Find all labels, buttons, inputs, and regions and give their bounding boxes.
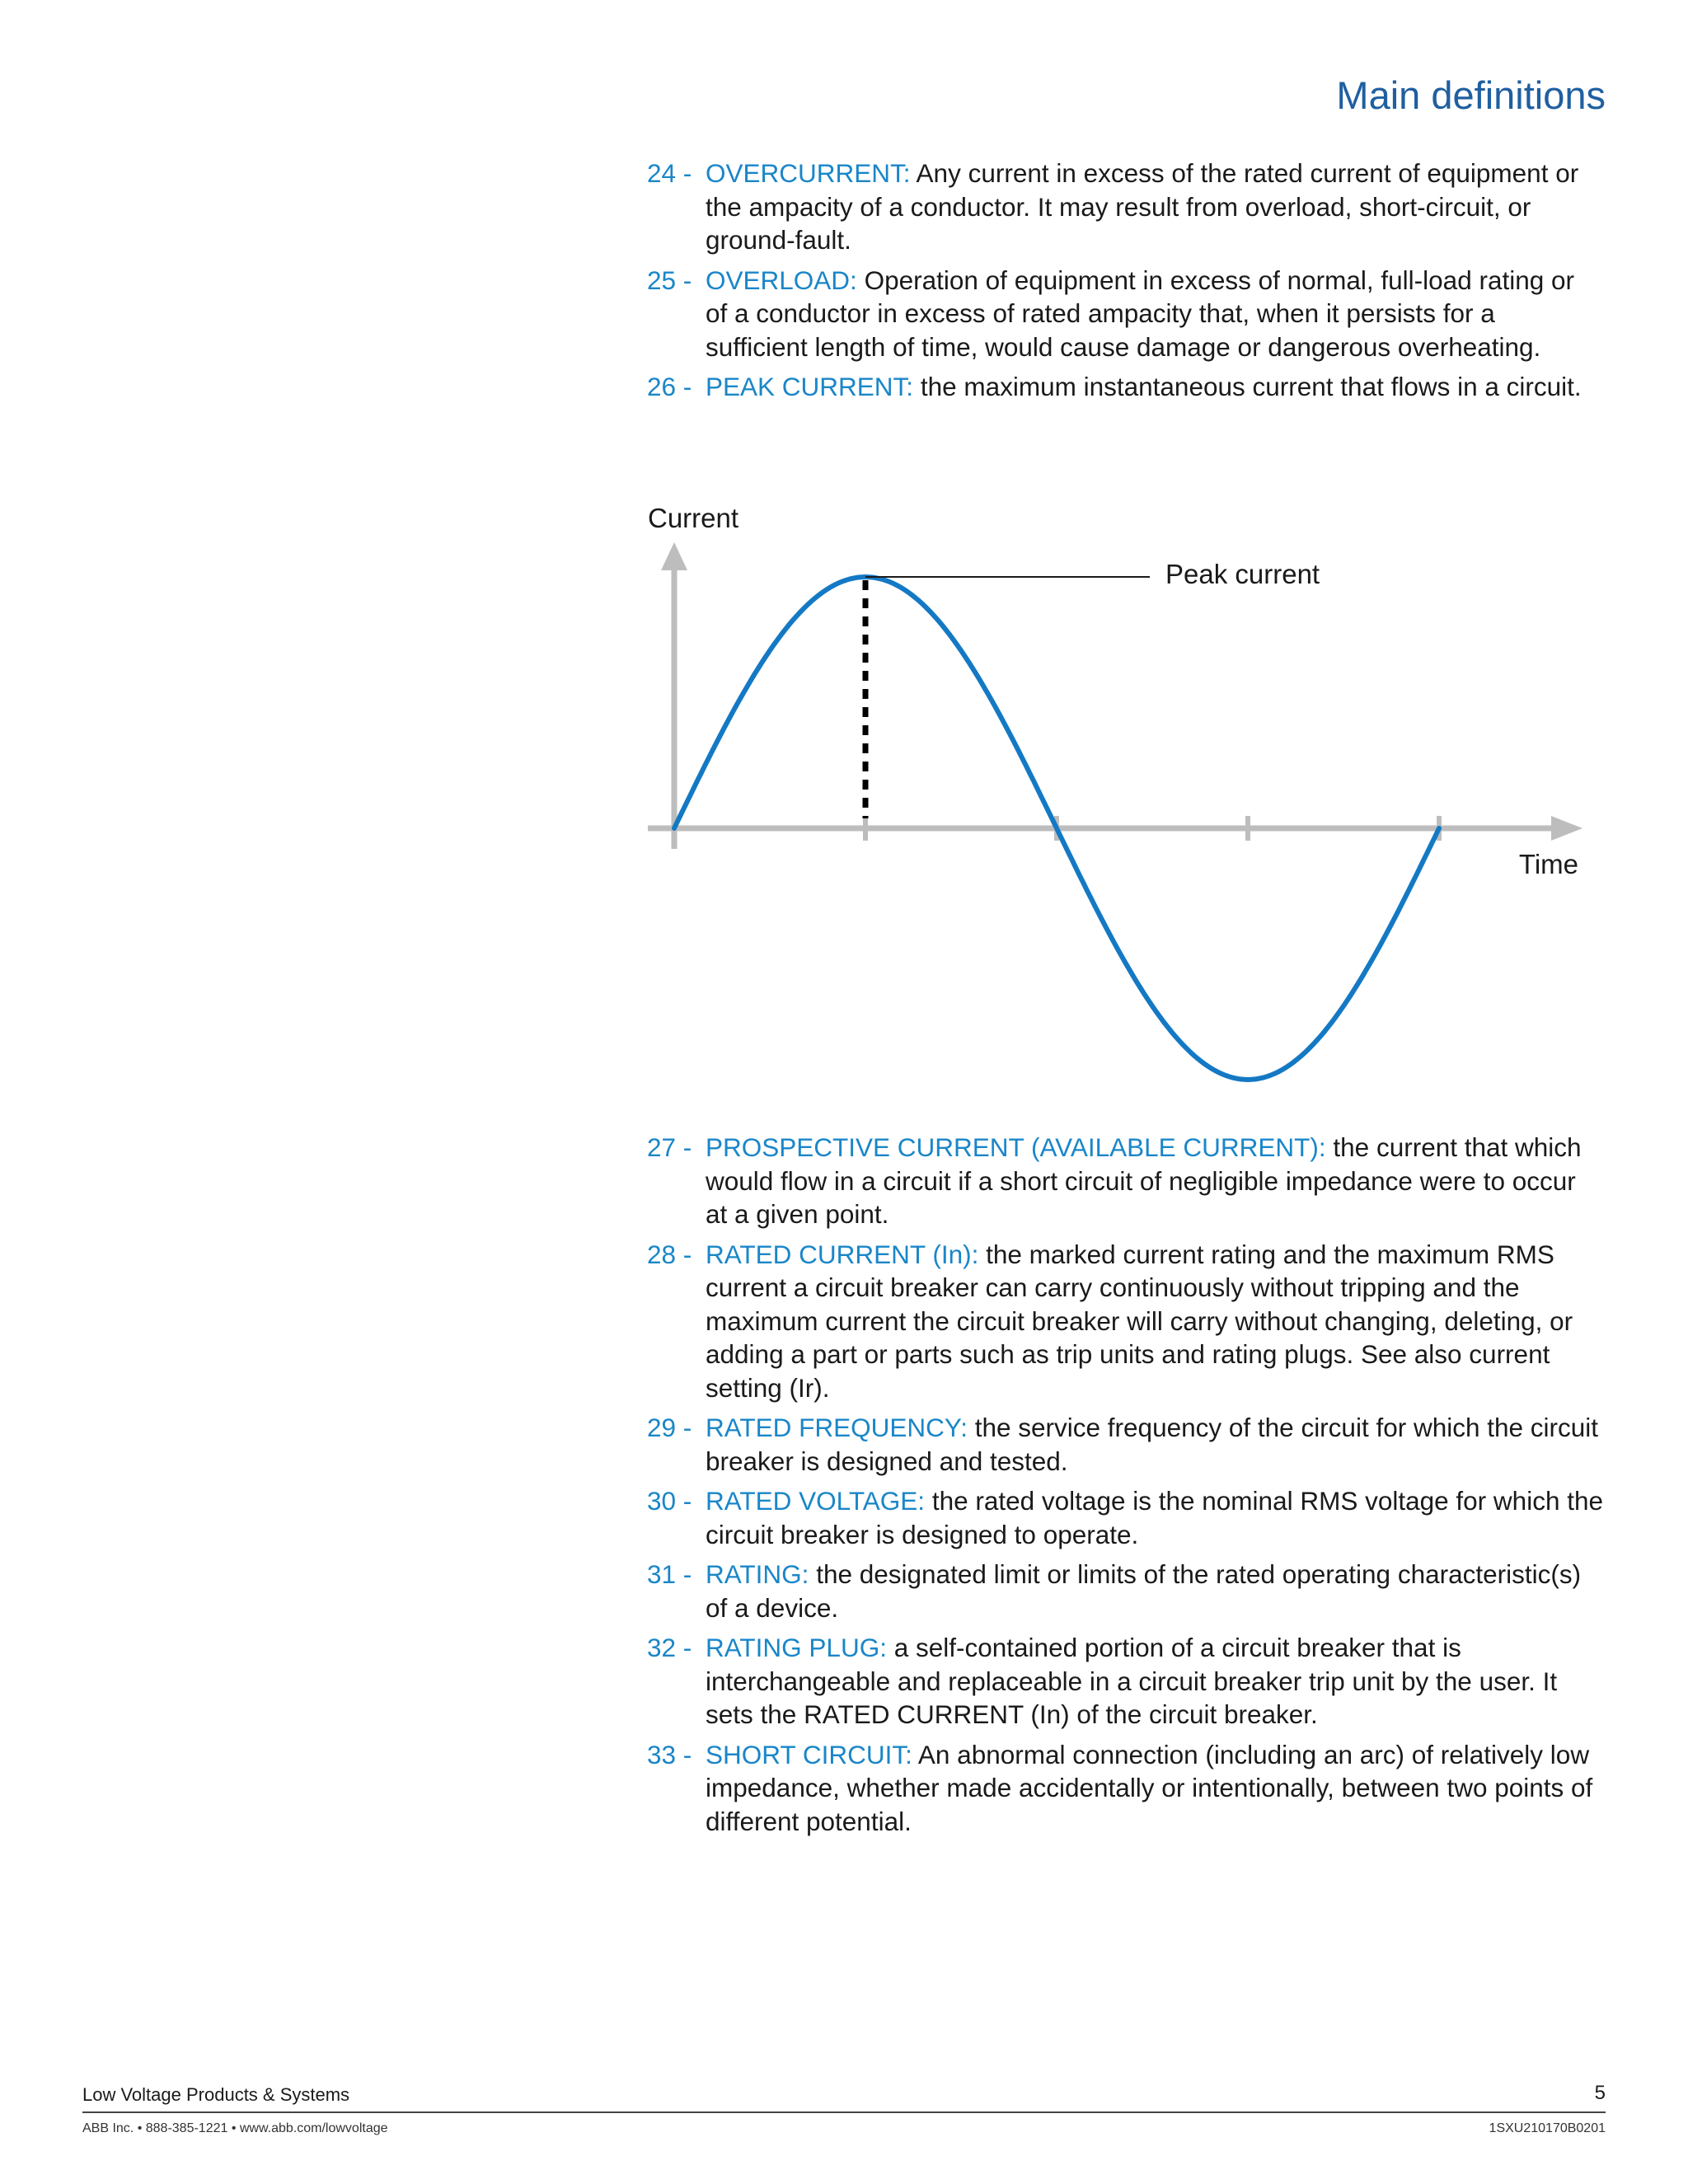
definition-text: the service frequency of the circuit for which the circuit breaker is designed and tested. — [706, 1413, 1599, 1476]
definition-number: 27 - — [647, 1132, 692, 1162]
definition-term: SHORT CIRCUIT: — [706, 1739, 912, 1769]
definition-text: a self-contained portion of a circuit breaker that is interchangeable and replaceable in a circuit breaker trip unit by the user. It sets the RATED CURRENT (In) of the circuit breaker. — [706, 1633, 1558, 1729]
definition-text: the maximum instantaneous current that flows in a circuit. — [920, 372, 1582, 401]
definition-number: 25 - — [647, 265, 692, 295]
definition-term: RATED CURRENT (In): — [706, 1239, 979, 1269]
definition-term: OVERCURRENT: — [706, 158, 911, 188]
page-number: 5 — [1594, 2082, 1606, 2104]
definition-number: 30 - — [647, 1486, 692, 1516]
definition-text: the current that which would flow in a circuit if a short circuit of negligible impedance were to occur at a given point. — [706, 1132, 1582, 1229]
definition-item — [647, 1631, 1603, 1732]
definition-term: RATED FREQUENCY: — [706, 1413, 968, 1442]
definition-number: 24 - — [647, 158, 692, 188]
definition-term: RATED VOLTAGE: — [706, 1486, 926, 1516]
definition-text: Any current in excess of the rated current of equipment or the ampacity of a conductor. It may result from overload, short-circuit, or ground-fault. — [706, 158, 1579, 255]
definition-term: RATING PLUG: — [706, 1633, 887, 1662]
page-title: Main definitions — [1336, 73, 1606, 117]
definition-number: 32 - — [647, 1633, 692, 1662]
definition-item — [647, 1738, 1603, 1839]
definition-number: 33 - — [647, 1739, 692, 1769]
definition-item — [647, 1131, 1603, 1231]
definition-item — [647, 1238, 1603, 1405]
y-axis-label: Current — [648, 503, 739, 533]
chart-svg — [635, 494, 1607, 1088]
x-axis-arrowhead — [1551, 816, 1582, 841]
definition-item — [647, 157, 1603, 257]
definition-term: PEAK CURRENT: — [706, 372, 914, 401]
definition-list-top — [647, 157, 1603, 410]
definition-text: the marked current rating and the maximum RMS current a circuit breaker can carry continuously without tripping and the maximum current the circuit breaker will carry without changing, deleting, or adding a part or parts such as trip units and rating plugs. See also current setting (Ir). — [706, 1239, 1573, 1403]
footer-contact: ABB Inc. • 888-385-1221 • www.abb.com/lowvoltage — [82, 2121, 388, 2135]
peak-current-chart — [635, 494, 1607, 1088]
definition-number: 31 - — [647, 1559, 692, 1589]
definition-number: 29 - — [647, 1413, 692, 1442]
footer-divider — [82, 2111, 1606, 2113]
definition-number: 28 - — [647, 1239, 692, 1269]
x-axis-label: Time — [1518, 849, 1578, 879]
document-id: 1SXU210170B0201 — [1489, 2121, 1606, 2135]
definition-item — [647, 1411, 1603, 1478]
definition-item — [647, 264, 1603, 364]
definition-text: the designated limit or limits of the rated operating characteristic(s) of a device. — [706, 1559, 1582, 1623]
definition-text: Operation of equipment in excess of normal, full-load rating or of a conductor in excess of rated ampacity that, when it persists for a sufficient length of time, would cause damage or dangerous overheating. — [706, 265, 1575, 362]
definition-number: 26 - — [647, 372, 692, 401]
peak-current-annotation: Peak current — [1165, 559, 1320, 589]
definition-text: the rated voltage is the nominal RMS voltage for which the circuit breaker is designed to operate. — [706, 1486, 1603, 1549]
definition-item — [647, 1558, 1603, 1624]
definition-term: RATING: — [706, 1559, 809, 1589]
definition-term: PROSPECTIVE CURRENT (AVAILABLE CURRENT): — [706, 1132, 1326, 1162]
y-axis-arrowhead — [661, 542, 687, 570]
definition-item — [647, 1484, 1603, 1551]
definition-text: An abnormal connection (including an arc) of relatively low impedance, whether made accidentally or intentionally, between two points of different potential. — [706, 1739, 1593, 1836]
definition-list-bottom — [647, 1131, 1603, 1844]
definition-item — [647, 370, 1603, 404]
footer-section-name: Low Voltage Products & Systems — [82, 2084, 350, 2105]
definition-term: OVERLOAD: — [706, 265, 857, 295]
